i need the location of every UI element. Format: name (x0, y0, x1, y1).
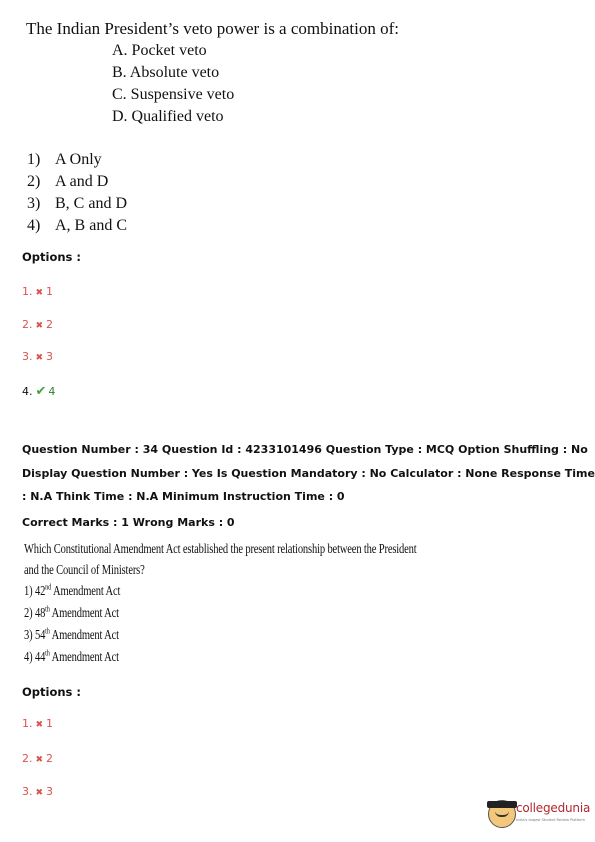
options-label: Options : (22, 250, 81, 264)
question-meta-line-3: : N.A Think Time : N.A Minimum Instruction Time : 0 (22, 490, 345, 503)
option-number: 2. (22, 318, 33, 331)
choice-number: 1) (27, 151, 41, 168)
question-meta-line-2: Display Question Number : Yes Is Question Mandatory : No Calculator : None Response Time (22, 467, 595, 480)
option-value: 2 (46, 318, 54, 331)
question-1-text: The Indian President’s veto power is a combination of: (26, 19, 399, 38)
q2-choice-2 (24, 605, 119, 621)
wrong-mark-icon: ✖ (35, 720, 44, 730)
choice-text: Amendment Act (49, 649, 119, 664)
statement-c: C. Suspensive veto (112, 86, 235, 103)
choice-text: B, C and D (55, 195, 127, 212)
option-number: 1. (22, 285, 33, 298)
choice-number: 4) (24, 649, 33, 664)
choice-ordinal-suffix: nd (45, 582, 52, 592)
option-value: 1 (46, 717, 54, 730)
choice-ordinal-suffix: th (45, 626, 50, 636)
question-marks: Correct Marks : 1 Wrong Marks : 0 (22, 516, 235, 529)
choice-text: Amendment Act (49, 605, 119, 620)
option-1 (22, 285, 53, 298)
choice-ordinal: 42 (34, 583, 46, 598)
choice-3 (27, 195, 127, 213)
statement-b: B. Absolute veto (112, 64, 220, 81)
option-4 (22, 384, 55, 399)
wrong-mark-icon: ✖ (35, 353, 44, 363)
wrong-mark-icon: ✖ (35, 755, 44, 765)
options-label: Options : (22, 685, 81, 699)
option-1 (22, 717, 53, 730)
statement-d: D. Qualified veto (112, 108, 224, 125)
wrong-mark-icon: ✖ (35, 788, 44, 798)
choice-text: Amendment Act (49, 627, 119, 642)
option-2 (22, 318, 53, 331)
wrong-mark-icon: ✖ (35, 288, 44, 298)
choice-text: A, B and C (55, 217, 127, 234)
q2-choice-4 (24, 649, 119, 665)
choice-text: Amendment Act (51, 583, 121, 598)
mascot-icon (488, 800, 516, 828)
choice-number: 2) (27, 173, 41, 190)
option-value: 1 (46, 285, 54, 298)
choice-ordinal-suffix: th (45, 648, 50, 658)
logo-tagline: India's largest Student Review Platform (516, 818, 585, 822)
choice-ordinal: 48 (34, 605, 46, 620)
checkmark-icon: ✔ (35, 384, 47, 399)
q2-choice-3 (24, 627, 119, 643)
choice-ordinal: 44 (34, 649, 46, 664)
option-number: 2. (22, 752, 33, 765)
logo-wordmark: collegedunia (516, 801, 591, 815)
option-2 (22, 752, 53, 765)
option-value: 2 (46, 752, 54, 765)
option-number: 4. (22, 385, 33, 398)
choice-ordinal: 54 (34, 627, 46, 642)
option-number: 1. (22, 717, 33, 730)
choice-2 (27, 173, 108, 191)
question-2-text-line-2: and the Council of Ministers? (24, 562, 145, 577)
option-value: 3 (46, 785, 54, 798)
option-number: 3. (22, 350, 33, 363)
option-number: 3. (22, 785, 33, 798)
question-meta-line-1: Question Number : 34 Question Id : 4233101496 Question Type : MCQ Option Shuffling : No (22, 443, 588, 456)
choice-number: 3) (24, 627, 33, 642)
statement-a: A. Pocket veto (112, 42, 207, 59)
choice-number: 1) (24, 583, 33, 598)
collegedunia-logo (488, 798, 591, 832)
choice-4 (27, 217, 127, 235)
choice-number: 4) (27, 217, 41, 234)
question-2-text-line-1: Which Constitutional Amendment Act established the present relationship between the President (24, 541, 417, 556)
q2-choice-1 (24, 583, 120, 599)
option-value: 3 (46, 350, 54, 363)
wrong-mark-icon: ✖ (35, 321, 44, 331)
graduation-cap-icon (487, 801, 517, 808)
choice-text: A and D (55, 173, 109, 190)
choice-number: 2) (24, 605, 33, 620)
choice-number: 3) (27, 195, 41, 212)
choice-1 (27, 151, 102, 169)
choice-text: A Only (55, 151, 102, 168)
option-3 (22, 350, 53, 363)
choice-ordinal-suffix: th (45, 604, 50, 614)
option-3 (22, 785, 53, 798)
option-value: 4 (48, 385, 56, 398)
